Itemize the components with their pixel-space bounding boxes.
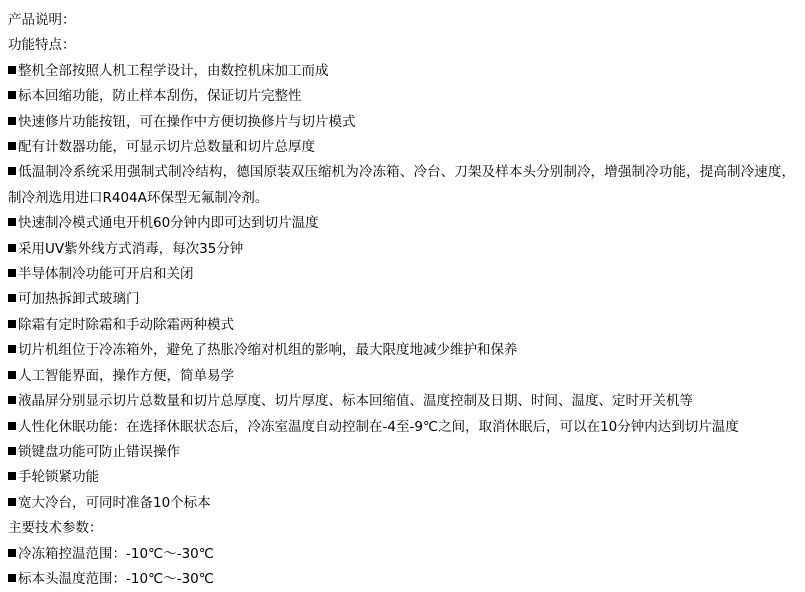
feature-item [8,84,795,109]
feature-text: 除霜有定时除霜和手动除霜两种模式 [18,316,234,333]
square-bullet-icon [8,345,16,353]
feature-item [8,135,795,160]
document-heading: 产品说明： [8,12,76,28]
square-bullet-icon [8,142,16,150]
feature-text: 液晶屏分别显示切片总数量和切片总厚度、切片厚度、标本回缩值、温度控制及日期、时间、温度、定时开关机等 [18,393,693,410]
spec-text: 冷冻箱控温范围：-10℃～-30℃ [18,545,214,562]
feature-item [8,389,795,414]
feature-item [8,110,795,135]
square-bullet-icon [8,498,16,506]
feature-item [8,262,795,287]
square-bullet-icon [8,447,16,455]
square-bullet-icon [8,66,16,74]
feature-text: 宽大冷台，可同时准备10个标本 [18,494,211,511]
feature-item [8,59,795,84]
feature-item [8,237,795,262]
feature-text: 手轮锁紧功能 [18,469,99,486]
feature-text: 半导体制冷功能可开启和关闭 [18,266,194,283]
section-title-specs: 主要技术参数： [8,520,103,537]
square-bullet-icon [8,117,16,125]
feature-item [8,440,795,465]
feature-text: 人性化休眠功能：在选择休眠状态后，冷冻室温度自动控制在-4至-9℃之间，取消休眠后，可以在10分钟内达到切片温度 [18,418,739,435]
feature-item [8,491,795,516]
feature-text: 采用UV紫外线方式消毒，每次35分钟 [18,240,244,257]
feature-text: 可加热拆卸式玻璃门 [18,291,140,308]
square-bullet-icon [8,371,16,379]
feature-item [8,415,795,440]
feature-text: 切片机组位于冷冻箱外，避免了热胀冷缩对机组的影响，最大限度地减少维护和保养 [18,342,518,359]
square-bullet-icon [8,320,16,328]
feature-text: 配有计数器功能，可显示切片总数量和切片总厚度 [18,139,315,156]
square-bullet-icon [8,218,16,226]
square-bullet-icon [8,574,16,582]
square-bullet-icon [8,396,16,404]
feature-item [8,465,795,490]
feature-item [8,364,795,389]
square-bullet-icon [8,472,16,480]
spec-item [8,567,795,592]
feature-text: 快速修片功能按钮，可在操作中方便切换修片与切片模式 [18,113,356,130]
feature-text: 人工智能界面，操作方便，简单易学 [18,367,234,384]
feature-text: 快速制冷模式通电开机60分钟内即可达到切片温度 [18,215,319,232]
spec-text: 标本头温度范围：-10℃～-30℃ [18,570,214,587]
feature-text: 整机全部按照人机工程学设计，由数控机床加工而成 [18,62,329,79]
square-bullet-icon [8,269,16,277]
square-bullet-icon [8,549,16,557]
spec-item [8,542,795,567]
square-bullet-icon [8,167,16,175]
feature-item [8,160,795,211]
square-bullet-icon [8,422,16,430]
feature-text: 锁键盘功能可防止错误操作 [18,443,180,460]
feature-item [8,211,795,236]
square-bullet-icon [8,91,16,99]
feature-text: 标本回缩功能，防止样本刮伤，保证切片完整性 [18,88,302,105]
square-bullet-icon [8,244,16,252]
square-bullet-icon [8,294,16,302]
feature-item [8,287,795,312]
feature-text: 低温制冷系统采用强制式制冷结构，德国原装双压缩机为冷冻箱、冷台、刀架及样本头分别制冷，增强制冷功能，提高制冷速度，制冷剂选用进口R404A环保型无氟制冷剂。 [8,164,795,206]
feature-item [8,313,795,338]
feature-item [8,338,795,363]
section-title-features: 功能特点： [8,37,76,54]
